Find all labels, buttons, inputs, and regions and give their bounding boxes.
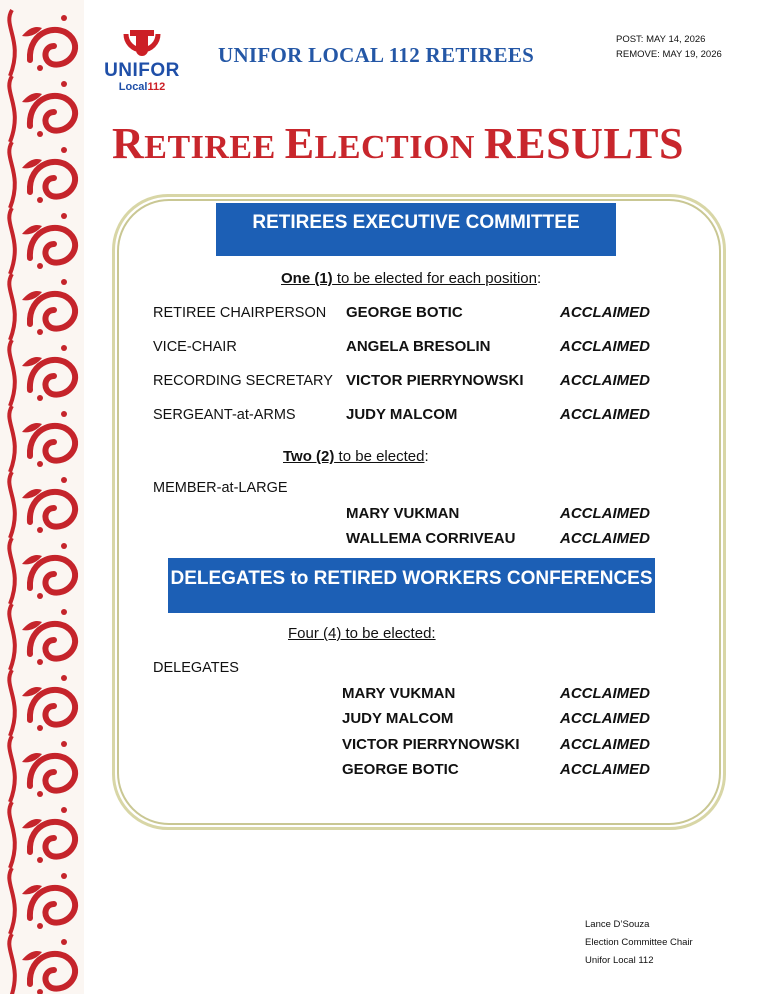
remove-date: REMOVE: MAY 19, 2026 xyxy=(616,49,722,60)
candidate-name: GEORGE BOTIC xyxy=(342,761,459,778)
executive-instruction: One (1) to be elected for each position: xyxy=(281,270,542,287)
candidate-status: ACCLAIMED xyxy=(560,685,650,702)
candidate-name: VICTOR PIERRYNOWSKI xyxy=(346,372,524,389)
member-at-large-instruction: Two (2) to be elected: xyxy=(283,448,429,465)
position-title: VICE-CHAIR xyxy=(153,339,237,355)
signer-role: Election Committee Chair xyxy=(585,937,693,948)
candidate-status: ACCLAIMED xyxy=(560,372,650,389)
signer-org: Unifor Local 112 xyxy=(585,955,654,966)
candidate-status: ACCLAIMED xyxy=(560,761,650,778)
signature-block xyxy=(585,916,693,970)
executive-banner: RETIREES EXECUTIVE COMMITTEE xyxy=(216,203,616,256)
posting-dates xyxy=(616,32,722,62)
position-title: DELEGATES xyxy=(153,660,239,676)
candidate-name: ANGELA BRESOLIN xyxy=(346,338,491,355)
candidate-status: ACCLAIMED xyxy=(560,736,650,753)
position-title: RECORDING SECRETARY xyxy=(153,373,333,389)
position-title: MEMBER-at-LARGE xyxy=(153,480,288,496)
candidate-status: ACCLAIMED xyxy=(560,710,650,727)
signer-name: Lance D’Souza xyxy=(585,919,650,930)
candidate-status: ACCLAIMED xyxy=(560,304,650,321)
candidate-status: ACCLAIMED xyxy=(560,530,650,547)
position-title: SERGEANT-at-ARMS xyxy=(153,407,296,423)
decorative-border xyxy=(0,0,84,994)
position-title: RETIREE CHAIRPERSON xyxy=(153,305,327,321)
candidate-name: VICTOR PIERRYNOWSKI xyxy=(342,736,520,753)
logo-local: Local112 xyxy=(118,81,166,93)
candidate-name: MARY VUKMAN xyxy=(346,505,460,522)
delegates-banner: DELEGATES to RETIRED WORKERS CONFERENCES xyxy=(168,558,655,613)
candidate-status: ACCLAIMED xyxy=(560,505,650,522)
candidate-name: MARY VUKMAN xyxy=(342,685,456,702)
candidate-name: GEORGE BOTIC xyxy=(346,304,463,321)
org-title: UNIFOR LOCAL 112 RETIREES xyxy=(218,43,535,67)
candidate-name: JUDY MALCOM xyxy=(346,406,458,423)
logo-wordmark: UNIFOR xyxy=(104,60,180,81)
candidate-status: ACCLAIMED xyxy=(560,406,650,423)
delegates-instruction: Four (4) to be elected: xyxy=(288,625,436,642)
post-date: POST: MAY 14, 2026 xyxy=(616,34,706,45)
candidate-name: WALLEMA CORRIVEAU xyxy=(346,530,516,547)
candidate-name: JUDY MALCOM xyxy=(342,710,454,727)
page-title: RETIREE ELECTION RESULTS xyxy=(112,119,684,168)
candidate-status: ACCLAIMED xyxy=(560,338,650,355)
